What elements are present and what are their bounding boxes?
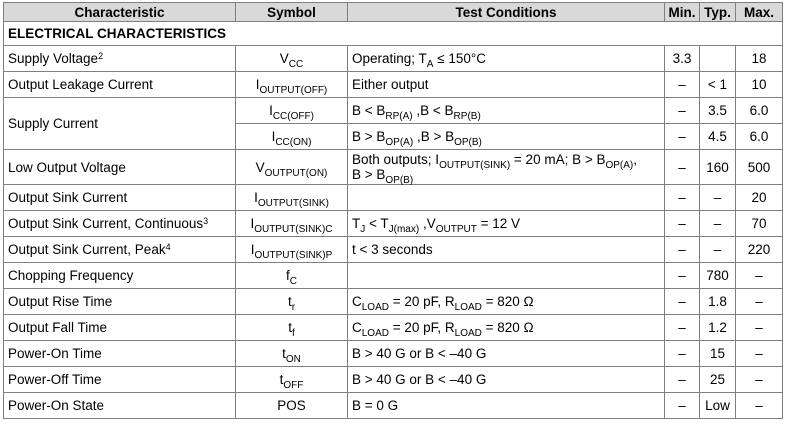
symbol-subscript: r xyxy=(291,302,296,313)
condition-text: Both outputs; I xyxy=(352,152,440,167)
footnote-marker: 4 xyxy=(165,242,171,252)
symbol-main: I xyxy=(271,129,276,144)
symbol-main: V xyxy=(255,159,265,175)
characteristic-cell xyxy=(4,150,236,185)
condition-subscript: LOAD xyxy=(361,302,389,313)
symbol-subscript: OUTPUT(ON) xyxy=(264,167,328,179)
symbol-cell xyxy=(236,341,348,367)
condition-text: ,B > B xyxy=(413,129,455,144)
characteristic-label: Chopping Frequency xyxy=(8,268,134,283)
condition-text: ,V xyxy=(419,216,436,231)
min-value: – xyxy=(665,393,700,419)
test-conditions-cell xyxy=(348,315,665,341)
typ-value: – xyxy=(700,211,736,237)
header-characteristic: Characteristic xyxy=(4,3,236,22)
typ-value: 15 xyxy=(700,341,736,367)
characteristic-cell xyxy=(4,185,236,211)
characteristic-label: Output Sink Current, Peak xyxy=(8,242,166,257)
symbol-cell xyxy=(236,124,348,150)
typ-value: 160 xyxy=(700,150,736,185)
condition-text: = 20 pF, R xyxy=(388,294,455,309)
condition-subscript: OP(B) xyxy=(454,137,482,148)
table-row xyxy=(4,237,783,263)
condition-text: ≤ 150°C xyxy=(433,51,487,66)
max-value: – xyxy=(736,393,783,419)
max-value: 500 xyxy=(736,150,783,185)
symbol-main: V xyxy=(279,51,289,66)
min-value: – xyxy=(665,150,700,185)
test-conditions-cell xyxy=(348,367,665,393)
test-conditions-cell xyxy=(348,150,665,185)
condition-text: = 820 Ω xyxy=(481,294,534,309)
symbol-cell xyxy=(236,98,348,124)
test-conditions-cell xyxy=(348,98,665,124)
symbol-subscript: CC xyxy=(288,59,304,70)
condition-text: < T xyxy=(365,216,389,231)
typ-value: Low xyxy=(700,393,736,419)
symbol-subscript: CC(OFF) xyxy=(272,111,314,122)
max-value: 20 xyxy=(736,185,783,211)
symbol-cell xyxy=(236,263,348,289)
condition-text: Operating; T xyxy=(352,51,427,66)
characteristic-cell: Supply Current xyxy=(4,98,236,150)
min-value: – xyxy=(665,211,700,237)
typ-value: – xyxy=(700,237,736,263)
footnote-marker: 3 xyxy=(203,216,209,226)
table-row xyxy=(4,263,783,289)
max-value: – xyxy=(736,263,783,289)
symbol-subscript: OUTPUT(SINK) xyxy=(257,198,329,209)
characteristic-label: Output Fall Time xyxy=(8,320,108,335)
min-value: 3.3 xyxy=(665,46,700,72)
symbol-cell xyxy=(236,72,348,98)
header-typ: Typ. xyxy=(700,3,736,22)
table-row xyxy=(4,72,783,98)
header-min: Min. xyxy=(665,3,700,22)
test-conditions-cell xyxy=(348,341,665,367)
test-conditions-cell xyxy=(348,124,665,150)
characteristic-cell xyxy=(4,72,236,98)
electrical-characteristics-table xyxy=(3,2,783,419)
table-row xyxy=(4,315,783,341)
typ-value: 25 xyxy=(700,367,736,393)
symbol-subscript: OUTPUT(OFF) xyxy=(259,85,328,96)
min-value: – xyxy=(665,263,700,289)
table-row xyxy=(4,289,783,315)
symbol-subscript: ON xyxy=(285,354,301,365)
max-value: 220 xyxy=(736,237,783,263)
typ-value: 1.8 xyxy=(700,289,736,315)
symbol-cell xyxy=(236,185,348,211)
min-value: – xyxy=(665,185,700,211)
min-value: – xyxy=(665,341,700,367)
typ-value: 780 xyxy=(700,263,736,289)
symbol-subscript: OFF xyxy=(283,380,304,391)
condition-subscript: OP(A) xyxy=(605,160,634,171)
condition-text: B = 0 G xyxy=(352,398,399,413)
characteristic-cell xyxy=(4,237,236,263)
min-value: – xyxy=(665,289,700,315)
symbol-subscript: f xyxy=(291,328,295,339)
condition-subscript: RP(A) xyxy=(385,111,413,122)
characteristic-cell xyxy=(4,211,236,237)
symbol-cell xyxy=(236,150,348,185)
condition-subscript: A xyxy=(426,59,434,70)
symbol-cell xyxy=(236,237,348,263)
symbol-main: t xyxy=(282,346,286,361)
table-row xyxy=(4,367,783,393)
condition-text: C xyxy=(352,294,362,309)
condition-text: B < B xyxy=(352,103,386,118)
test-conditions-cell xyxy=(348,289,665,315)
symbol-cell xyxy=(236,315,348,341)
characteristic-label: Output Sink Current, Continuous xyxy=(8,216,204,231)
condition-text: B > B xyxy=(352,129,386,144)
characteristic-label: Output Leakage Current xyxy=(8,77,153,92)
condition-text: T xyxy=(352,216,361,231)
test-conditions-cell xyxy=(348,185,665,211)
typ-value: < 1 xyxy=(700,72,736,98)
symbol-subscript: OUTPUT(SINK)C xyxy=(254,224,333,235)
typ-value: 3.5 xyxy=(700,98,736,124)
section-title: ELECTRICAL CHARACTERISTICS xyxy=(4,22,783,46)
symbol-cell xyxy=(236,211,348,237)
max-value: – xyxy=(736,289,783,315)
symbol-subscript: C xyxy=(289,276,297,287)
condition-subscript: LOAD xyxy=(454,328,482,339)
condition-subscript: LOAD xyxy=(454,302,482,313)
condition-text: = 20 pF, R xyxy=(388,320,455,335)
condition-subscript: J(max) xyxy=(388,224,420,235)
typ-value: 4.5 xyxy=(700,124,736,150)
table-row xyxy=(4,150,783,185)
characteristic-cell xyxy=(4,341,236,367)
condition-text: B > 40 G or B < –40 G xyxy=(352,372,487,387)
max-value: 6.0 xyxy=(736,124,783,150)
footnote-marker: 2 xyxy=(98,51,104,61)
symbol-subscript: CC(ON) xyxy=(275,137,312,148)
max-value: – xyxy=(736,367,783,393)
condition-text: = 20 mA; B > B xyxy=(510,152,606,167)
condition-subscript: RP(B) xyxy=(453,111,481,122)
characteristic-label: Power-Off Time xyxy=(8,372,102,387)
condition-subscript: OUTPUT xyxy=(435,224,477,235)
characteristic-label: Output Sink Current xyxy=(8,190,128,205)
symbol-subscript: OUTPUT(SINK)P xyxy=(254,250,333,261)
header-max: Max. xyxy=(736,3,783,22)
condition-text: t < 3 seconds xyxy=(352,242,433,257)
condition-subscript: OUTPUT(SINK) xyxy=(439,160,511,171)
test-conditions-cell xyxy=(348,263,665,289)
symbol-main: I xyxy=(250,216,255,231)
table-row xyxy=(4,341,783,367)
table-row xyxy=(4,185,783,211)
condition-text: Either output xyxy=(352,77,429,92)
symbol-cell xyxy=(236,393,348,419)
characteristic-label: Output Rise Time xyxy=(8,294,113,309)
symbol-cell xyxy=(236,289,348,315)
symbol-main: t xyxy=(279,372,284,387)
condition-text: , xyxy=(633,152,638,167)
table-row xyxy=(4,46,783,72)
symbol-main: I xyxy=(255,77,260,92)
characteristic-cell xyxy=(4,289,236,315)
symbol-main: POS xyxy=(277,398,306,413)
symbol-main: I xyxy=(250,242,255,257)
typ-value: 1.2 xyxy=(700,315,736,341)
test-conditions-cell xyxy=(348,72,665,98)
condition-subscript: OP(B) xyxy=(385,175,414,186)
table-row xyxy=(4,98,783,124)
condition-text: = 820 Ω xyxy=(481,320,534,335)
header-row xyxy=(4,3,783,22)
condition-text: ,B < B xyxy=(412,103,454,118)
max-value: 70 xyxy=(736,211,783,237)
min-value: – xyxy=(665,367,700,393)
condition-text: = 12 V xyxy=(476,216,520,231)
symbol-cell xyxy=(236,367,348,393)
symbol-main: I xyxy=(269,103,273,118)
min-value: – xyxy=(665,315,700,341)
symbol-main: t xyxy=(287,294,292,309)
min-value: – xyxy=(665,124,700,150)
min-value: – xyxy=(665,98,700,124)
characteristic-cell xyxy=(4,315,236,341)
symbol-main: t xyxy=(288,320,292,335)
condition-text: C xyxy=(352,320,362,335)
header-symbol: Symbol xyxy=(236,3,348,22)
max-value: – xyxy=(736,315,783,341)
characteristic-label: Low Output Voltage xyxy=(8,159,126,175)
section-row xyxy=(4,22,783,46)
symbol-main: f xyxy=(286,268,290,283)
max-value: 10 xyxy=(736,72,783,98)
test-conditions-cell xyxy=(348,237,665,263)
characteristic-label: Power-On Time xyxy=(8,346,102,361)
condition-subscript: J xyxy=(360,224,366,235)
characteristic-cell xyxy=(4,393,236,419)
typ-value: – xyxy=(700,185,736,211)
test-conditions-cell xyxy=(348,46,665,72)
characteristic-label: Supply Voltage xyxy=(8,51,99,66)
condition-text: B > B xyxy=(352,167,386,182)
characteristic-cell xyxy=(4,46,236,72)
max-value: 18 xyxy=(736,46,783,72)
typ-value xyxy=(700,46,736,72)
table-row xyxy=(4,211,783,237)
min-value: – xyxy=(665,72,700,98)
test-conditions-cell xyxy=(348,393,665,419)
max-value: 6.0 xyxy=(736,98,783,124)
condition-text: B > 40 G or B < –40 G xyxy=(352,346,487,361)
symbol-cell xyxy=(236,46,348,72)
symbol-main: I xyxy=(254,190,258,205)
min-value: – xyxy=(665,237,700,263)
header-test-conditions: Test Conditions xyxy=(348,3,665,22)
test-conditions-cell xyxy=(348,211,665,237)
table-body xyxy=(4,22,783,419)
max-value: – xyxy=(736,341,783,367)
condition-subscript: OP(A) xyxy=(385,137,414,148)
characteristic-cell xyxy=(4,263,236,289)
characteristic-label: Power-On State xyxy=(8,398,105,413)
characteristic-cell xyxy=(4,367,236,393)
condition-subscript: LOAD xyxy=(361,328,389,339)
table-row xyxy=(4,393,783,419)
